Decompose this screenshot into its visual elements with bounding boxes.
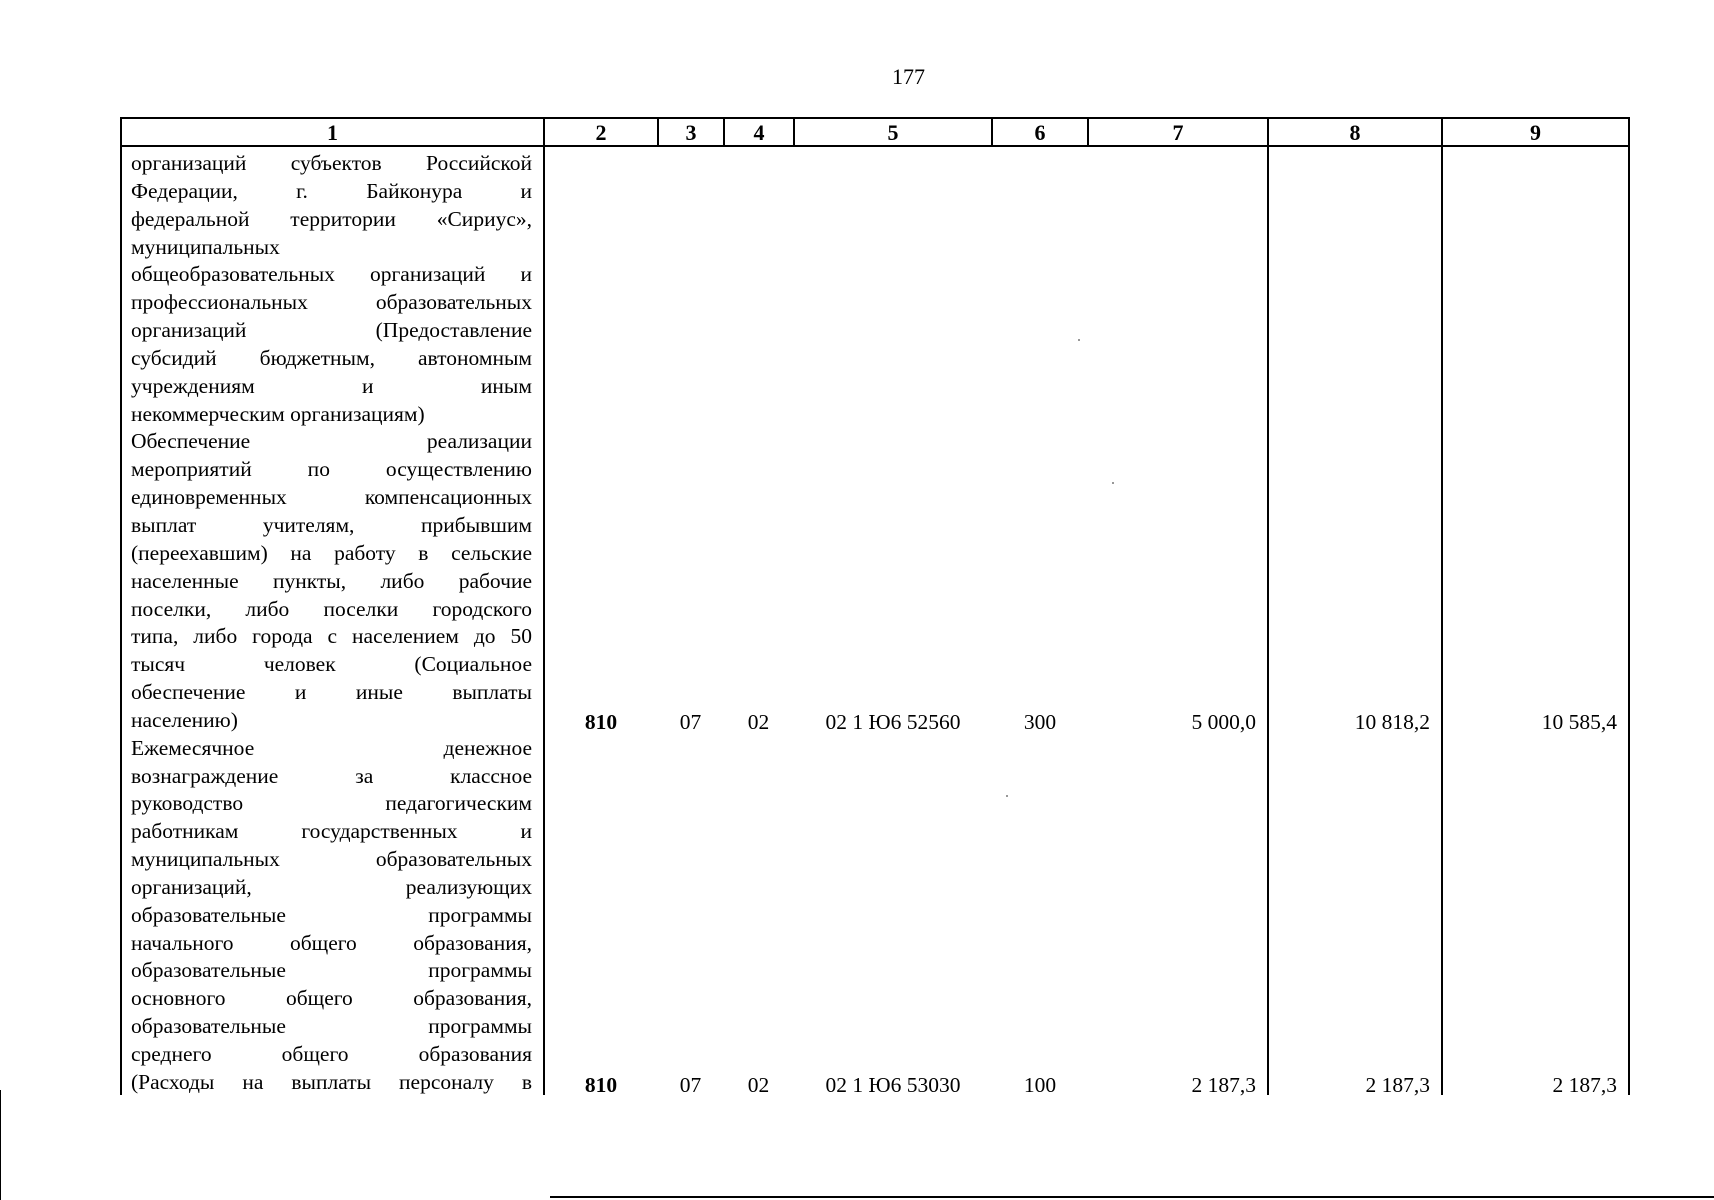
description-line: образовательные программы <box>131 958 532 983</box>
row-2-col-4: 02 <box>747 1073 770 1097</box>
column-border <box>1441 145 1443 1095</box>
description-line: образовательные программы <box>131 1014 532 1039</box>
row-1-col-3: 07 <box>679 710 702 734</box>
row-1-col-2: 810 <box>584 710 618 734</box>
description-line: работникам государственных и <box>131 819 532 844</box>
row-2-col-8: 2 187,3 <box>1365 1073 1430 1097</box>
row-2-col-3: 07 <box>679 1073 702 1097</box>
description-line: выплат учителям, прибывшим <box>131 512 532 537</box>
description-line: Ежемесячное денежное <box>131 735 532 760</box>
description-line: организаций, реализующих <box>131 874 532 899</box>
description-line: типа, либо города с населением до 50 <box>131 624 532 649</box>
page-number: 177 <box>892 64 925 89</box>
description-line: тысяч человек (Социальное <box>131 652 532 677</box>
description-line: муниципальных образовательных <box>131 847 532 872</box>
header-cell-2: 2 <box>595 120 607 145</box>
description-line: (переехавшим) на работу в сельские <box>131 540 532 565</box>
description-line: среднего общего образования <box>131 1042 532 1066</box>
description-line: (Расходы на выплаты персоналу в <box>131 1069 532 1094</box>
row-2-col-5: 02 1 Ю6 53030 <box>825 1073 961 1097</box>
row-1-col-5: 02 1 Ю6 52560 <box>825 710 961 734</box>
description-line: муниципальных <box>131 234 280 259</box>
description-line: образовательные программы <box>131 902 532 927</box>
column-border <box>1628 145 1630 1095</box>
header-cell-3: 3 <box>685 120 697 145</box>
description-line: населенные пункты, либо рабочие <box>131 568 532 593</box>
description-line: поселки, либо поселки городского <box>131 596 532 621</box>
row-2-col-2: 810 <box>584 1073 618 1097</box>
description-line: населению) <box>131 707 238 732</box>
row-1-col-8: 10 818,2 <box>1354 710 1430 734</box>
description-line: обеспечение и иные выплаты <box>131 680 532 705</box>
header-cell-5: 5 <box>887 120 899 145</box>
description-line: основного общего образования, <box>131 986 532 1011</box>
description-line: единовременных компенсационных <box>131 485 532 510</box>
description-line: начального общего образования, <box>131 930 532 955</box>
header-cell-8: 8 <box>1349 120 1361 145</box>
description-line: организаций субъектов Российской <box>131 151 532 175</box>
description-line: мероприятий по осуществлению <box>131 457 532 482</box>
description-column <box>131 150 532 1097</box>
description-line: учреждениям и иным <box>131 373 532 398</box>
description-line: организаций (Предоставление <box>131 318 532 343</box>
row-2-col-9: 2 187,3 <box>1552 1073 1617 1097</box>
row-1-col-4: 02 <box>747 710 770 734</box>
page-edge-line <box>550 1196 1714 1198</box>
row-1-col-9: 10 585,4 <box>1541 710 1617 734</box>
description-line: руководство педагогическим <box>131 791 532 816</box>
description-line: Федерации, г. Байконура и <box>131 178 532 203</box>
header-cell-7: 7 <box>1172 120 1184 145</box>
description-line: профессиональных образовательных <box>131 290 532 315</box>
description-line: некоммерческим организациям) <box>131 401 425 426</box>
scan-speck <box>1006 795 1008 797</box>
scan-speck <box>1112 482 1114 484</box>
description-line: Обеспечение реализации <box>131 429 532 454</box>
header-cell-4: 4 <box>753 120 765 145</box>
description-line: общеобразовательных организаций и <box>131 262 532 287</box>
row-1-col-7: 5 000,0 <box>1191 710 1256 734</box>
page-edge-line <box>0 1090 1 1200</box>
column-border <box>543 145 545 1095</box>
header-cell-6: 6 <box>1034 120 1046 145</box>
scan-speck <box>1078 339 1080 341</box>
header-cell-1: 1 <box>327 120 338 145</box>
row-2-col-6: 100 <box>1023 1073 1057 1097</box>
header-cell-9: 9 <box>1530 120 1541 145</box>
table-top-border <box>120 117 1630 119</box>
row-2-col-7: 2 187,3 <box>1191 1073 1256 1097</box>
column-border <box>1267 145 1269 1095</box>
header-divider <box>1628 117 1630 147</box>
description-line: вознаграждение за классное <box>131 763 532 788</box>
description-line: федеральной территории «Сириус», <box>131 206 532 231</box>
description-line: субсидий бюджетным, автономным <box>131 345 532 370</box>
row-1-col-6: 300 <box>1023 710 1057 734</box>
column-border <box>120 145 122 1095</box>
